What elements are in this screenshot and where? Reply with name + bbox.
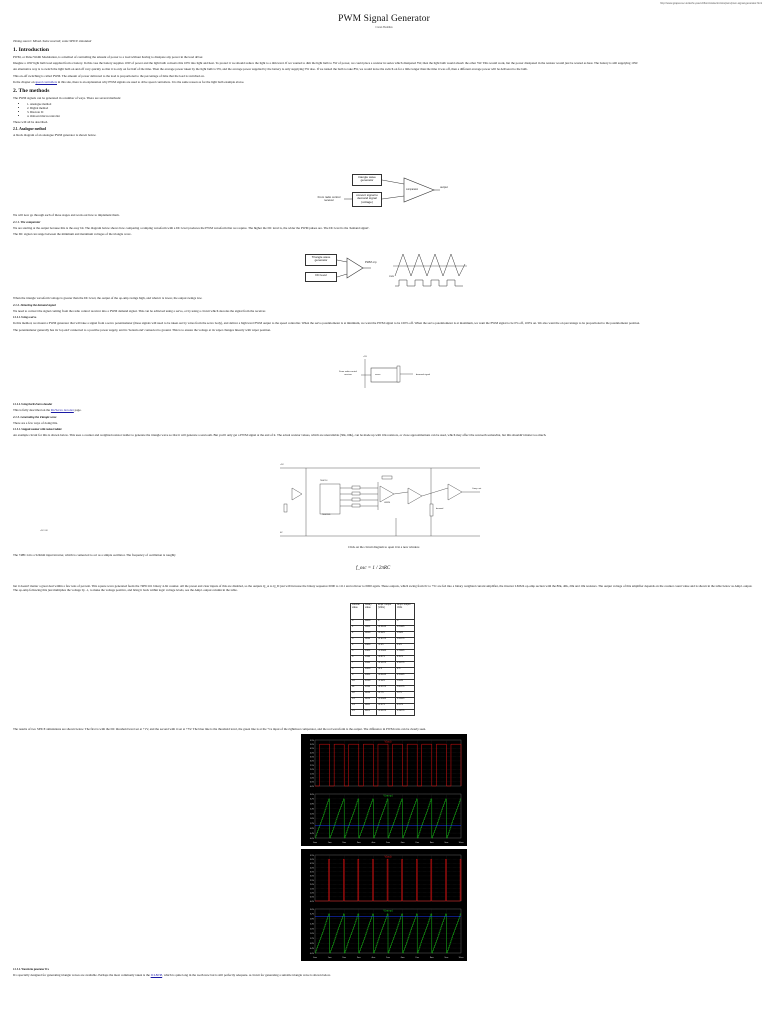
x-tick-label: 0ms	[313, 957, 317, 959]
table-cell: 0100	[364, 644, 377, 650]
plot-title: V(out)	[384, 855, 392, 859]
x-tick-label: 1ms	[327, 957, 332, 959]
waveform-ics-paragraph: ICs specially designed for generating triangle waves are available. Perhaps the most commonly taken is the ICL8038, which is quite long in the tooth now but is still perfectly adequate. A circuit for generating a suitable triangle wave is shown below.	[13, 973, 331, 977]
table-cell: 10	[351, 680, 364, 686]
demand-block: convert signal to demand signal (voltage)	[352, 192, 382, 207]
servo-pot-drawing	[335, 356, 435, 390]
table-cell: 0101	[364, 650, 377, 656]
circuit-drawing	[280, 458, 490, 540]
dac-header-cell: Ampl. output Volts	[396, 604, 415, 620]
table-cell: 4.0625	[396, 698, 415, 704]
rc-receiver-label: From radio control receiver	[317, 195, 341, 203]
y-tick-label: 2.0V	[309, 813, 314, 816]
table-cell: 5	[351, 650, 364, 656]
plot-title: V(ramp)	[383, 794, 393, 798]
x-tick-label: 4ms	[371, 957, 376, 959]
table-cell: 2.1875	[396, 662, 415, 668]
page-url: http://www.grapes.ie/~lenkoh/~paul.clifton/cs/electronics/pwm/pwm-signal-generator.html	[660, 2, 762, 5]
block-diagram-wiring	[300, 170, 465, 210]
document-body-3	[13, 294, 755, 334]
document-body-2	[13, 211, 755, 239]
icl8038-link[interactable]: ICL8038	[150, 973, 163, 977]
y-tick-label: 3.6V	[309, 908, 314, 911]
methods-list	[27, 102, 755, 118]
circuit-schematic[interactable]	[280, 458, 490, 540]
dac-header-cell: ampl. output (Volts)	[377, 604, 396, 620]
triangle-wave-block: Triangle wave generator	[305, 254, 337, 266]
table-cell: 3.125	[396, 680, 415, 686]
ic-74hc161-label: 74HC161	[322, 514, 331, 516]
y-tick-label: 0.5V	[309, 896, 314, 899]
y-tick-label: 1.2V	[309, 938, 314, 941]
triangle-generator-block: triangle wave generator	[352, 174, 382, 186]
table-cell: 7	[351, 662, 364, 668]
x-tick-label: 7ms	[415, 842, 420, 844]
table-cell: 1010	[364, 680, 377, 686]
table-row	[351, 710, 415, 716]
x-tick-label: 9ms	[444, 957, 449, 959]
y-tick-label: 4.5V	[309, 748, 314, 751]
x-tick-label: 9ms	[444, 842, 449, 844]
y-tick-label: 1.6V	[309, 818, 314, 821]
y-tick-label: 5.0V	[309, 743, 314, 746]
x-tick-label: 8ms	[429, 957, 434, 959]
y-tick-label: 2.5V	[309, 764, 314, 767]
table-cell: -1.875	[377, 656, 396, 662]
simulation-plot-1-svg	[301, 734, 467, 846]
table-cell: 3.75	[396, 692, 415, 698]
servo-paragraph-1: In this method, we mount a PWM generator that will take a signal from a servo potentiometer (these signals will need to be taken out by wires from the servo body), and deliver a high level PWM output to the speed controller. When the servo potentiometer is at minimum, we want the PWM signal to be 100% off. When the servo potentiometer is at maximum, we want the PWM signal to be 0% off, 100% on. We also want the on percentage to be proportional to the potentiometer position.	[13, 321, 640, 326]
table-cell: -2.1875	[377, 662, 396, 668]
table-cell: 0	[377, 620, 396, 626]
x-tick-label: 5ms	[386, 957, 390, 959]
table-cell: 2	[351, 632, 364, 638]
table-cell: -4.0625	[377, 698, 396, 704]
table-cell: 1101	[364, 698, 377, 704]
table-cell: 1000	[364, 668, 377, 674]
y-tick-label: 1.5V	[309, 888, 314, 891]
y-tick-label: 3.5V	[309, 871, 314, 874]
document-body-4	[13, 400, 755, 440]
servo-label: servo	[375, 374, 381, 376]
triangle-heading: 2.1.3. Generating the triangle wave	[13, 415, 57, 420]
from-radio-label: From radio control receiver	[339, 371, 357, 377]
y-tick-label: 2.0V	[309, 928, 314, 931]
analogue-paragraph: A block diagram of an analogue PWM generator is shown below.	[13, 133, 97, 138]
y-tick-label: 5.5V	[309, 739, 314, 742]
dac-header-cell: binary value	[364, 604, 377, 620]
comparator-paragraph-2: The DC signal can range between the minimum and maximum voltages of the triangle wave.	[13, 232, 132, 237]
table-cell: -0.9375	[377, 638, 396, 644]
x-tick-label: 7ms	[415, 957, 420, 959]
analogue-after: We will now go through each of these stages and work out how to implement them.	[13, 213, 120, 217]
document-body-5	[13, 551, 755, 559]
y-tick-label: 2.0V	[309, 884, 314, 887]
table-cell: 0	[351, 620, 364, 626]
comparator-figure	[305, 250, 470, 290]
table-cell: -1.5625	[377, 650, 396, 656]
y-tick-label: 1.0V	[309, 777, 314, 780]
y-tick-label: 2.0V	[309, 769, 314, 772]
y-tick-label: 2.4V	[309, 808, 314, 811]
list-item: • 4. Onboard microcontroller	[27, 114, 755, 118]
simulation-plot-2	[301, 849, 467, 961]
ladder-paragraph: An example circuit for this is shown below. This uses a counter and weighted resistor ladder to generate the triangle wave so that it will generate a sawtooth. But you'll only get a PWM signal at the end of it. The actual resistor values, which are unavailable (30k, 60k), can be made up with 10k resistors, or close approximations can be used, which may affect the sawtooth somewhat, but this shouldn't matter too much.	[13, 433, 547, 438]
y-tick-label: 0.0V	[309, 952, 314, 955]
y-tick-label: 1.5V	[309, 773, 314, 776]
x-tick-label: 10ms	[458, 842, 464, 844]
ic-74hc14-label: 74HC14	[320, 480, 328, 482]
table-cell: 3	[351, 638, 364, 644]
demand-paragraph: We need to convert the signal coming from the radio control receiver into a PWM demand signal. This can be achieved using a servo, or by using a circuit which decodes the signal from the receiver.	[13, 309, 266, 314]
rail-0v-label: 0V	[280, 532, 283, 534]
table-cell: 0.3125	[396, 626, 415, 632]
y-tick-label: 0.8V	[309, 828, 314, 831]
y-tick-label: 1.0V	[309, 892, 314, 895]
rx-paragraph: This is fully described on the Rx/Servo decoder page.	[13, 408, 82, 412]
triangle-paragraph: There are a few ways of doing this.	[13, 421, 58, 426]
table-cell: 1001	[364, 674, 377, 680]
table-cell: -3.75	[377, 692, 396, 698]
dc-level-block: DC level	[305, 272, 337, 282]
output-label: output	[440, 185, 448, 189]
x-tick-label: 8ms	[429, 842, 434, 844]
y-tick-label: 1.2V	[309, 823, 314, 826]
servo-paragraph-2: The potentiometer generally has its 'top end' connected to a positive power supply, and its 'bottom end' connected to ground. This is to ensure the voltage at its wiper changes linearly with wiper position.	[13, 327, 271, 332]
intro-paragraph-5: In the chapter on speed controllers in this site, there is an explanation why PWM signals are used to drive speed controllers. It is the same reason as for the light bulb example above.	[13, 79, 245, 84]
table-cell: 0000	[364, 620, 377, 626]
table-cell: 0111	[364, 662, 377, 668]
document-body-6	[13, 582, 755, 594]
intro-paragraph-1: PWM, or Pulse Width Modulation, is a method of controlling the amount of power to a load without having to dissipate any power in the load driver.	[13, 55, 204, 59]
table-cell: 4.6875	[396, 710, 415, 716]
rx-servo-decoder-link[interactable]: Rx/Servo decoder	[50, 408, 74, 412]
plot-title: V(out)	[384, 740, 392, 744]
table-cell: -3.4375	[377, 686, 396, 692]
y-tick-label: 3.2V	[309, 913, 314, 916]
table-cell: 0	[396, 620, 415, 626]
page-title: PWM Signal Generator	[338, 14, 430, 24]
table-cell: 1.5625	[396, 650, 415, 656]
dac-table-body	[351, 620, 415, 716]
simulation-plot-1	[301, 734, 467, 846]
comparator-label: comparator	[406, 188, 419, 191]
waveform-ics-heading: 2.1.3.2. Waveform generator ICs	[13, 968, 49, 971]
table-cell: 0010	[364, 632, 377, 638]
table-cell: 2.8125	[396, 674, 415, 680]
ramp-waveform	[315, 914, 461, 953]
table-cell: -3.125	[377, 680, 396, 686]
intro-paragraph-2: Imagine a 10W light bulb load supplied from a battery. In this case the battery supplies 10W of power and the light bulb converts this 10W into light and heat. To protect it we should reduce the light to a dim level. If we wanted to dim the light bulb to 5W of power, we could place a resistor in series which dissipated 5W, then the light bulb would absorb the other 5W. This would work, but the power dissipated in the resistor would just be wasted as heat. The battery is still supplying 10W.	[13, 61, 638, 66]
rail-5v-label: +5V	[280, 464, 284, 466]
methods-paragraph: The PWM signals can be generated in a number of ways. There are several methods:	[13, 96, 122, 101]
y-tick-label: 5.5V	[309, 854, 314, 857]
y-tick-label: 3.0V	[309, 760, 314, 763]
servo-pot-figure	[335, 356, 435, 390]
table-cell: 1.875	[396, 656, 415, 662]
speed-controllers-link[interactable]: speed controllers	[35, 79, 57, 84]
circuit-bottom-label: +5V / 0V	[40, 530, 48, 532]
table-cell: -0.625	[377, 632, 396, 638]
table-cell: 3.4375	[396, 686, 415, 692]
circuit-caption: Click on the circuit diagram to open it in a new window.	[348, 545, 420, 549]
list-item: • 1. Analogue method	[27, 102, 755, 106]
table-cell: 1011	[364, 686, 377, 692]
table-cell: 15	[351, 710, 364, 716]
demand-signal-label: demand signal	[415, 374, 431, 376]
x-tick-label: 2ms	[342, 842, 347, 844]
oscillator-formula: f_osc = 1 / 2πRC	[356, 566, 391, 571]
table-cell: 2.5	[396, 668, 415, 674]
intro-paragraph-4: This on-off switching is called PWM. The amount of power delivered to the load is proportional to the percentage of time that the load is switched on.	[13, 73, 205, 78]
table-cell: 4	[351, 644, 364, 650]
x-tick-label: 10ms	[458, 957, 464, 959]
y-tick-label: 0.0V	[309, 785, 314, 788]
x-tick-label: 3ms	[356, 842, 361, 844]
table-cell: -4.375	[377, 704, 396, 710]
x-tick-label: 6ms	[400, 842, 405, 844]
table-cell: -2.5	[377, 668, 396, 674]
y-tick-label: 0.4V	[309, 947, 314, 950]
document-body-7	[13, 725, 755, 733]
y-tick-label: 2.4V	[309, 923, 314, 926]
table-cell: 11	[351, 686, 364, 692]
comparator-figure-drawing	[305, 250, 470, 290]
x-tick-label: 5ms	[386, 842, 390, 844]
plot-title: V(ramp)	[383, 909, 393, 913]
table-cell: 0.9375	[396, 638, 415, 644]
table-cell: 8	[351, 668, 364, 674]
intro-paragraph-3: An alternative way is to switch the light bulb on and off very quickly so that it is only on for half of the time. Then the average power taken by the light bulb is 5W, and the average power supplied by the battery is only supplying 5W also. If we turned the bulb to take 8W, we would leave the switch on for a little longer than the time it was off, then a different average power will be delivered to the bulb.	[13, 67, 528, 72]
dac-header-cell: counter value	[351, 604, 364, 620]
methods-after: These will all be described.	[13, 120, 48, 125]
table-cell: 0.625	[396, 632, 415, 638]
table-cell: 1	[351, 626, 364, 632]
y-tick-label: 0.5V	[309, 781, 314, 784]
pwm-output-label: PWM o/p	[365, 260, 377, 264]
y-tick-label: 0.4V	[309, 832, 314, 835]
table-cell: 12	[351, 692, 364, 698]
comp-out-label: Comp. out	[472, 488, 482, 490]
x-tick-label: 1ms	[327, 842, 332, 844]
x-tick-label: 0ms	[313, 842, 317, 844]
list-item: • 3. Discrete IC	[27, 110, 755, 114]
block-diagram	[300, 170, 465, 210]
ic-lm324-label: LM324	[384, 502, 391, 504]
table-cell: -0.3125	[377, 626, 396, 632]
table-cell: -2.8125	[377, 674, 396, 680]
table-cell: 0001	[364, 626, 377, 632]
y-tick-label: 3.5V	[309, 756, 314, 759]
page-author: Ciaran Houlihan	[375, 26, 393, 29]
clock-paragraph: The 74HC14 is a Schmitt input inverter, which is connected to act as a simple oscillator. The frequency of oscillation is roughly	[13, 553, 176, 557]
binary-paragraph: but it doesn't matter a great deal within a few tens of percent. This square wave generated feeds the 74HC161 binary 4-bit counter. All the preset and clear inputs of this are disabled, so the outputs Q_A to Q_D just will increase the binary sequence 0000 to 1111 and rollover to 0000 again. These outputs, which swing from 0v to +5v are fed into a binary weighted current amplifier, the inverter LM324 op-amp section with the 80k, 40k, 20k and 10k resistors. The output voltage of this amplifier depends on the counter count value and is shown in the table below as Ampl. output. The op-amp following this just multiplies the voltage by -1, to make the voltage positive, and bring it back within logic voltage levels, see the Ampl. output column in the table.	[13, 584, 753, 593]
methods-heading: 2. The methods	[13, 88, 50, 95]
vcc-label: +5V	[363, 356, 367, 358]
document-body-8	[13, 965, 755, 979]
x-tick-label: 2ms	[342, 957, 347, 959]
y-tick-label: 3.0V	[309, 875, 314, 878]
comparator-after: When the triangle waveform voltage is greater than the DC level, the output of the op-amp swings high, and when it is lower, the output swings low.	[13, 296, 203, 300]
y-tick-label: 2.5V	[309, 879, 314, 882]
comparator-paragraph-1: We are starting at the output because this is the easy bit. The diagram below shows how comparing a ramping waveform with a DC level produces the PWM waveform that we require. The higher the DC level is, the wider the PWM pulses are. The DC level is the 'demand signal'.	[13, 226, 370, 231]
table-cell: 13	[351, 698, 364, 704]
y-tick-label: 1.6V	[309, 933, 314, 936]
y-tick-label: 3.6V	[309, 793, 314, 796]
list-item: • 2. Digital method	[27, 106, 755, 110]
table-cell: 6	[351, 656, 364, 662]
rx-heading: 2.1.2.2. Using the Rx/Servo decoder	[13, 403, 53, 406]
y-tick-label: 4.5V	[309, 863, 314, 866]
table-cell: 0110	[364, 656, 377, 662]
table-cell: -1.25	[377, 644, 396, 650]
y-tick-label: 0.0V	[309, 837, 314, 840]
demand-heading: 2.1.2. Detecting the demand signal	[13, 303, 56, 308]
table-cell: 0011	[364, 638, 377, 644]
x-tick-label: 4ms	[371, 842, 376, 844]
table-cell: 1.25	[396, 644, 415, 650]
demand-input-label: demand	[436, 508, 444, 510]
dac-table	[350, 603, 415, 716]
y-tick-label: 2.8V	[309, 918, 314, 921]
table-cell: 9	[351, 674, 364, 680]
x-tick-label: 3ms	[356, 957, 361, 959]
y-tick-label: 3.2V	[309, 798, 314, 801]
table-cell: 14	[351, 704, 364, 710]
pwm-small-label: PWM	[389, 276, 394, 278]
page-meta: Timing source: Mixed. Some sourced; some SPICE simulated	[13, 39, 92, 43]
simulation-plot-2-svg	[301, 849, 467, 961]
servo-heading: 2.1.2.1. Using a servo	[13, 316, 37, 320]
table-cell: 1100	[364, 692, 377, 698]
document-body	[13, 0, 755, 140]
ladder-heading: 2.1.3.1. Stepped counter with resistor ladder	[13, 428, 62, 432]
x-tick-label: 6ms	[400, 957, 405, 959]
table-cell: 1110	[364, 704, 377, 710]
sim-paragraph: The results of two SPICE simulations are shown below. The first is with the DC threshold level set at +1V, and the second with it set at +3V. The blue line is the threshold level, the green line is at the +ve input of the rightmost comparator, and the red waveform is the output. The difference in PWM ratio can be clearly seen.	[13, 727, 427, 731]
y-tick-label: 4.0V	[309, 752, 314, 755]
dac-table-header	[351, 604, 415, 620]
y-tick-label: 0.8V	[309, 943, 314, 946]
table-cell: 4.375	[396, 704, 415, 710]
analogue-heading: 2.1. Analogue method	[13, 127, 47, 132]
table-cell: -4.6875	[377, 710, 396, 716]
ramp-waveform	[315, 799, 461, 838]
intro-heading: 1. Introduction	[13, 47, 49, 53]
y-tick-label: 4.0V	[309, 867, 314, 870]
y-tick-label: 5.0V	[309, 858, 314, 861]
y-tick-label: 2.8V	[309, 803, 314, 806]
y-tick-label: 0.0V	[309, 900, 314, 903]
comparator-heading: 2.1.1. The comparator	[13, 220, 41, 225]
table-cell: 1111	[364, 710, 377, 716]
